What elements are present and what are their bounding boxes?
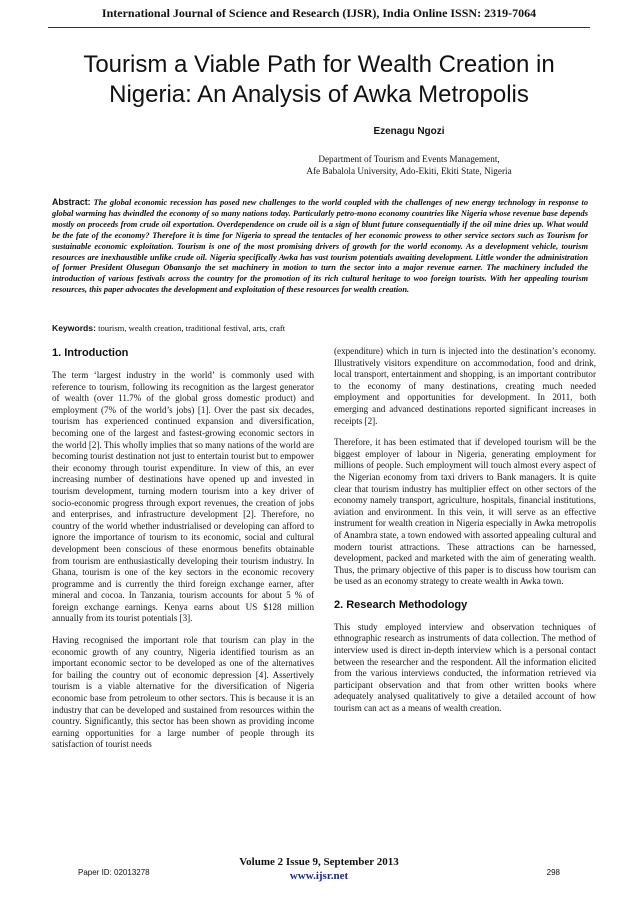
footer-page-number: 298	[546, 868, 560, 877]
abstract	[52, 197, 588, 296]
keywords-text: tourism, wealth creation, traditional festival, arts, craft	[98, 323, 286, 333]
intro-paragraph-1: The term ‘largest industry in the world’ is commonly used with reference to tourism, following its recognition as the largest generator of wealth (over 11.7% of the global gross domestic product) and employment (7% of the world’s jobs) [1]. Over the past six decades, tourism has experienced continued expansion and diversification, becoming one of the largest and fastest-growing economic sectors in the world [2]. This wholly implies that so many nations of the world are becoming tourist destination not just to entertain tourist but to empower their economy through tourist expenditure. In view of this, an ever increasing number of destinations have opened up and invested in tourism development, turning modern tourism into a key driver of socio-economic progress through export revenues, the creation of jobs and enterprises, and infrastructure development [2]. Therefore, no country of the world whether industrialised or developing can afford to ignore the importance of tourism to its economic, social and cultural development been conscious of these enormous benefits obtainable from tourism are enthusiastically developing their tourism industry. In Ghana, tourism is one of the key sectors in the economic recovery programme and is currently the third foreign exchange earner, after mineral and cocoa. In Tanzania, tourism accounts for about 5 % of foreign exchange earnings. Kenya earns about US $128 million annually from its tourist potentials [3].	[52, 370, 314, 624]
section-heading-introduction: 1. Introduction	[52, 347, 129, 359]
intro-paragraph-2: Having recognised the important role that tourism can play in the economic growth of any country, Nigeria identified tourism as an important economic sector to be developed as one of the alternatives for bailing the country out of economic depression [4]. Assertively tourism is a viable alternative for the diversification of Nigeria economic base from petroleum to other sectors. This is because it is an industry that can be developed and sustained from resources within the country. Significantly, this sector has been shown as providing income earning opportunities for a large number of people through its satisfaction of tourist needs	[52, 635, 314, 750]
title-line-1: Tourism a Viable Path for Wealth Creation in	[83, 51, 555, 78]
affiliation-line-2: Afe Babalola University, Ado-Ekiti, Ekiti State, Nigeria	[306, 166, 512, 176]
footer-url-link[interactable]: www.ijsr.net	[289, 870, 349, 882]
right-column	[334, 346, 596, 725]
section-heading-methodology: 2. Research Methodology	[334, 598, 468, 611]
intro-paragraph-4: Therefore, it has been estimated that if developed tourism will be the biggest employer of labour in Nigeria, generating employment for millions of people. Such employment will touch almost every aspect of the Nigerian economy from taxi drivers to Bank managers. It is quite clear that tourism industry has multiplier effect on other sectors of the economy namely transport, agriculture, hospitals, financial institutions, aviation and environment. In this vein, it will serve as an effective instrument for wealth creation in Nigeria especially in Awka metropolis of Anambra state, a town endowed with assorted appealing cultural and modern tourist attractions. These attractions can be harnessed, development, packed and marketed with the aim of generating wealth. Thus, the primary objective of this paper is to discuss how tourism can be used as an economy strategy to create wealth in Awka town.	[334, 437, 596, 587]
left-column	[52, 346, 314, 761]
affiliation	[0, 153, 638, 177]
journal-header: International Journal of Science and Research (IJSR), India Online ISSN: 2319-7064	[101, 6, 537, 20]
methodology-paragraph-1: This study employed interview and observation techniques of ethnographic research as instruments of data collection. The method of interview used is direct in-depth interview which is a personal contact between the researcher and the respondent. All the information elicited from the various interviews conducted, the information retrieved via participant observation and that from other written books where adequately analysed qualitatively to give a detailed account of how tourism can act as a means of wealth creation.	[334, 621, 596, 714]
affiliation-line-1: Department of Tourism and Events Management,	[318, 154, 500, 164]
intro-paragraph-3: (expenditure) which in turn is injected into the destination’s economy. Illustratively visitors expenditure on accommodation, food and drink, local transport, entertainment and shopping, is an important contributor to the economy of many destinations, creating much needed employment and opportunities for development. In 2011, both emerging and advanced destinations reported significant increases in receipts [2].	[334, 346, 596, 426]
title-line-2: Nigeria: An Analysis of Awka Metropolis	[109, 81, 529, 108]
header-divider	[48, 27, 590, 28]
footer-volume: Volume 2 Issue 9, September 2013	[239, 856, 399, 868]
author-name: Ezenagu Ngozi	[373, 126, 445, 137]
keywords-label: Keywords:	[52, 323, 96, 333]
abstract-text: The global economic recession has posed new challenges to the world coupled with the challenges of new energy technology in response to global warming has dwindled the economy of so many nations today. Particularly petro-mono economy countries like Nigeria whose revenue base depends mostly on proceeds from crude oil exportation. Overdependence on crude oil is a sign of blunt future consequentially if the oil mine dries up. What would be the fate of the economy? Therefore it is time for Nigeria to spread the tentacles of her economic prowess to other service sectors such as Tourism for sustainable economic exploitation. Tourism is one of the most promising drivers of growth for the world economy. As a development vehicle, tourism resources are inexhaustible unlike crude oil. Nigeria specifically Awka has vast tourism potentials awaiting development. Little wonder the administration of former President Olusegun Obansanjo the set machinery in motion to turn the sector into a major revenue earner. The machinery included the introduction of various festivals across the country for the promotion of its rich cultural heritage to woo foreign tourists. With her appealing tourism resources, this paper advocates the development and exploitation of these resources for wealth creation.	[52, 198, 589, 295]
paper-title	[60, 50, 578, 110]
footer-paper-id: Paper ID: 02013278	[78, 868, 150, 877]
keywords	[52, 323, 588, 333]
abstract-label: Abstract:	[52, 197, 91, 207]
